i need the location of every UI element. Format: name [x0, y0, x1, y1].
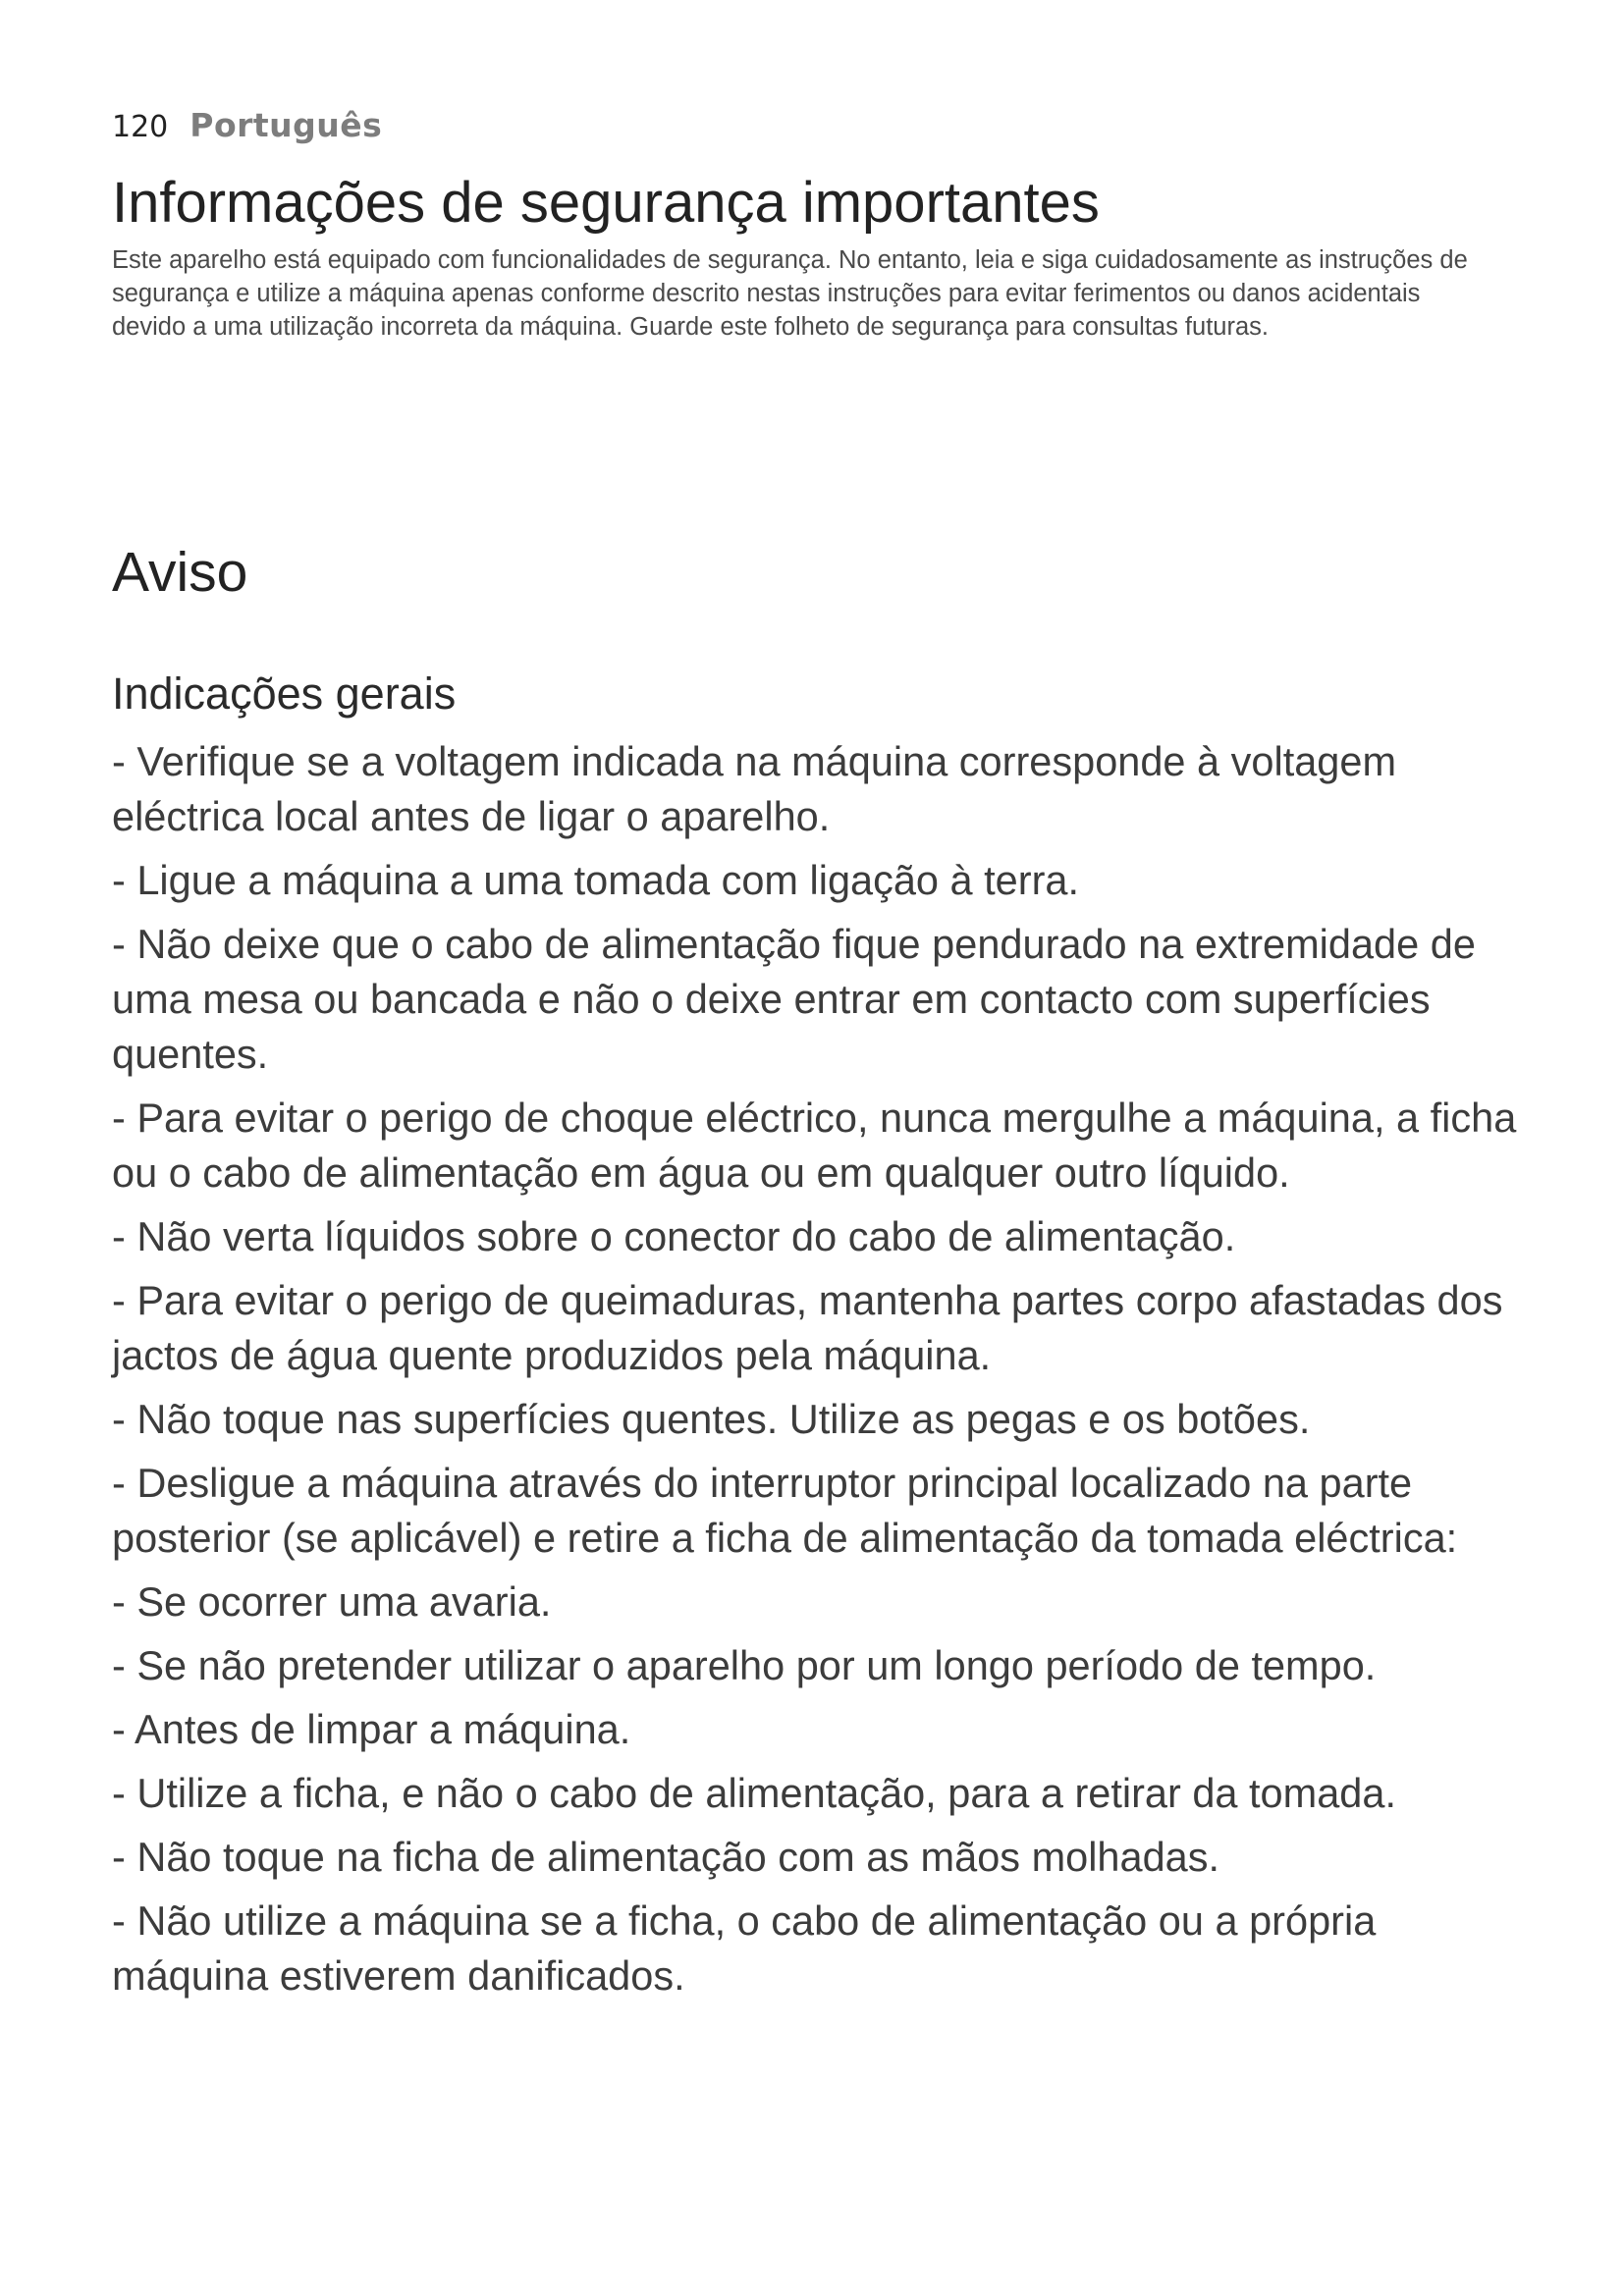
- language-label: Português: [189, 106, 383, 144]
- safety-item: - Não toque na ficha de alimentação com as mãos molhadas.: [112, 1834, 1220, 1880]
- safety-item: - Verifique se a voltagem indicada na máquina corresponde à voltagem eléctrica local antes de ligar o aparelho.: [112, 738, 1397, 839]
- safety-item: - Para evitar o perigo de queimaduras, mantenha partes corpo afastadas dos jactos de água quente produzidos pela máquina.: [112, 1277, 1503, 1378]
- safety-item: - Não utilize a máquina se a ficha, o cabo de alimentação ou a própria máquina estiverem danificados.: [112, 1897, 1377, 1999]
- safety-item: - Se não pretender utilizar o aparelho por um longo período de tempo.: [112, 1642, 1377, 1688]
- safety-item: - Não toque nas superfícies quentes. Utilize as pegas e os botões.: [112, 1396, 1311, 1442]
- page-title: Informações de segurança importantes: [112, 171, 1100, 235]
- page-number: 120: [112, 110, 169, 144]
- general-indications-heading: Indicações gerais: [112, 668, 457, 719]
- safety-item: - Se ocorrer uma avaria.: [112, 1578, 552, 1625]
- safety-item: - Ligue a máquina a uma tomada com ligação à terra.: [112, 857, 1080, 903]
- safety-item: - Utilize a ficha, e não o cabo de alimentação, para a retirar da tomada.: [112, 1770, 1396, 1816]
- safety-item: - Antes de limpar a máquina.: [112, 1706, 631, 1752]
- safety-item: - Não deixe que o cabo de alimentação fique pendurado na extremidade de uma mesa ou bancada e não o deixe entrar em contacto com superfícies quentes.: [112, 921, 1476, 1077]
- safety-item: - Para evitar o perigo de choque eléctrico, nunca mergulhe a máquina, a ficha ou o cabo de alimentação em água ou em qualquer outro líquido.: [112, 1095, 1517, 1196]
- safety-item: - Não verta líquidos sobre o conector do cabo de alimentação.: [112, 1213, 1236, 1259]
- intro-paragraph: Este aparelho está equipado com funcionalidades de segurança. No entanto, leia e siga cuidadosamente as instruções de segurança e utilize a máquina apenas conforme descrito nestas instruções para evitar ferimentos ou danos acidentais devido a uma utilização incorreta da máquina. Guarde este folheto de segurança para consultas futuras.: [112, 246, 1468, 341]
- warning-heading: Aviso: [112, 541, 248, 604]
- running-header: [112, 106, 382, 144]
- safety-list: [112, 734, 1526, 2012]
- safety-item: - Desligue a máquina através do interruptor principal localizado na parte posterior (se aplicável) e retire a ficha de alimentação da tomada eléctrica:: [112, 1460, 1458, 1561]
